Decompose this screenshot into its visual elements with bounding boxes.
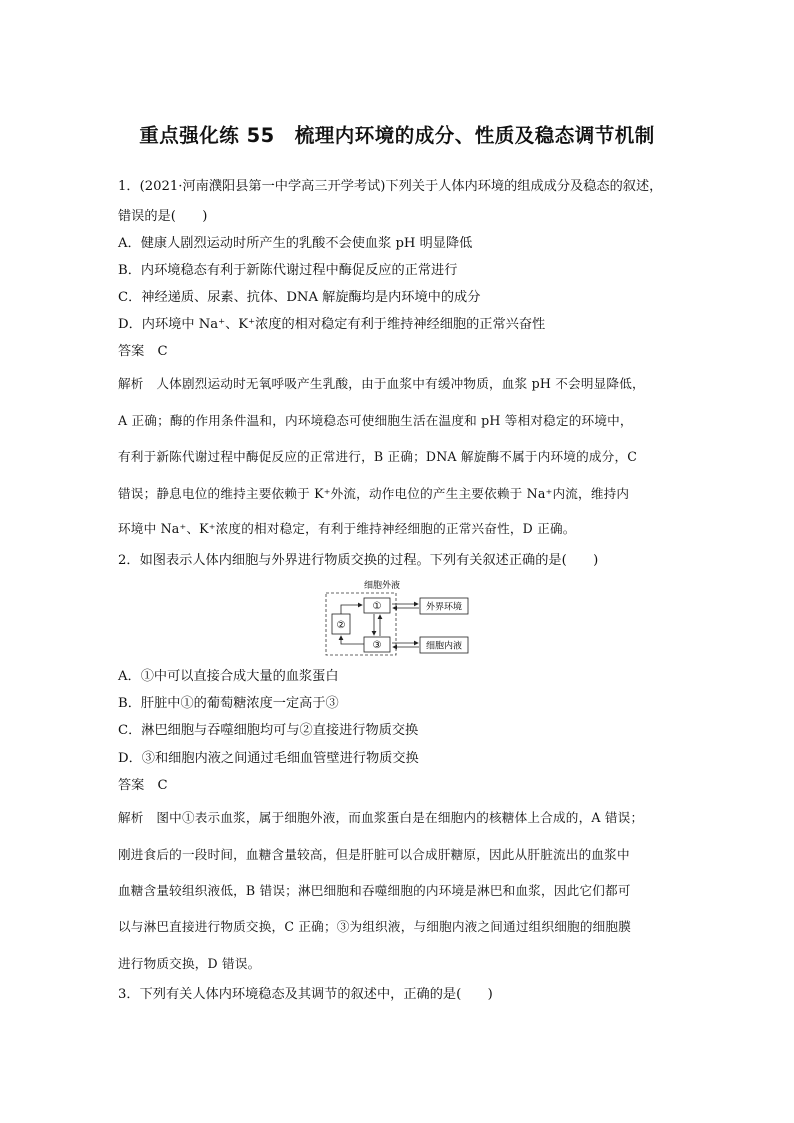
q1-option-b: B．内环境稳态有利于新陈代谢过程中酶促反应的正常进行 — [118, 263, 458, 278]
q2-option-c: C．淋巴细胞与吞噬细胞均可与②直接进行物质交换 — [118, 723, 419, 738]
node-3-label: ③ — [372, 640, 382, 651]
page-title: 重点强化练 55 梳理内环境的成分、性质及稳态调节机制 — [139, 124, 655, 147]
q1-explanation-line4: 错误；静息电位的维持主要依赖于 K⁺外流，动作电位的产生主要依赖于 Na⁺内流，维持内 — [118, 486, 630, 501]
q2-explanation-line1: 解析 图中①表示血浆，属于细胞外液，而血浆蛋白是在细胞内的核糖体上合成的，A 错误； — [118, 810, 644, 825]
diagram-outer-label: 细胞外液 — [364, 581, 401, 591]
intracellular-fluid-label: 细胞内液 — [425, 641, 463, 652]
q2-explanation-line3: 血糖含量较组织液低，B 错误；淋巴细胞和吞噬细胞的内环境是淋巴和血浆，因此它们都可 — [118, 883, 631, 898]
q2-stem: 2．如图表示人体内细胞与外界进行物质交换的过程。下列有关叙述正确的是( ) — [118, 553, 599, 568]
q1-explanation-line2: A 正确；酶的作用条件温和，内环境稳态可使细胞生活在温度和 pH 等相对稳定的环境中， — [118, 413, 633, 428]
q1-answer: 答案 C — [118, 344, 168, 359]
q2-explanation-line4: 以与淋巴直接进行物质交换，C 正确；③为组织液，与细胞内液之间通过组织细胞的细胞膜 — [118, 919, 631, 934]
q1-stem-line1: 1．(2021·河南濮阳县第一中学高三开学考试)下列关于人体内环境的组成成分及稳态的叙述， — [118, 179, 663, 194]
q1-option-c: C．神经递质、尿素、抗体、DNA 解旋酶均是内环境中的成分 — [118, 290, 481, 305]
q2-explanation-line2: 刚进食后的一段时间，血糖含量较高，但是肝脏可以合成肝糖原，因此从肝脏流出的血浆中 — [118, 847, 630, 862]
q3-stem: 3．下列有关人体内环境稳态及其调节的叙述中，正确的是( ) — [118, 987, 493, 1002]
q1-explanation-line3: 有利于新陈代谢过程中酶促反应的正常进行，B 正确；DNA 解旋酶不属于内环境的成分，C — [118, 449, 638, 464]
q2-answer: 答案 C — [118, 778, 168, 793]
q2-option-a: A．①中可以直接合成大量的血浆蛋白 — [118, 669, 339, 684]
q2-option-b: B．肝脏中①的葡萄糖浓度一定高于③ — [118, 696, 339, 711]
q2-option-d: D．③和细胞内液之间通过毛细血管壁进行物质交换 — [118, 751, 419, 766]
q1-option-d: D．内环境中 Na⁺、K⁺浓度的相对稳定有利于维持神经细胞的正常兴奋性 — [118, 317, 546, 332]
external-environment-label: 外界环境 — [425, 602, 463, 613]
exchange-diagram — [322, 576, 472, 658]
q1-option-a: A．健康人剧烈运动时所产生的乳酸不会使血浆 pH 明显降低 — [118, 236, 473, 251]
q2-explanation-line5: 进行物质交换，D 错误。 — [118, 956, 261, 971]
q1-explanation-line1: 解析 人体剧烈运动时无氧呼吸产生乳酸，由于血浆中有缓冲物质，血浆 pH 不会明显降低， — [118, 376, 645, 391]
node-1-label: ① — [372, 601, 382, 612]
node-2-label: ② — [336, 620, 346, 631]
q1-explanation-line5: 环境中 Na⁺、K⁺浓度的相对稳定，有利于维持神经细胞的正常兴奋性，D 正确。 — [118, 521, 576, 536]
q1-stem-line2: 错误的是( ) — [118, 209, 208, 224]
